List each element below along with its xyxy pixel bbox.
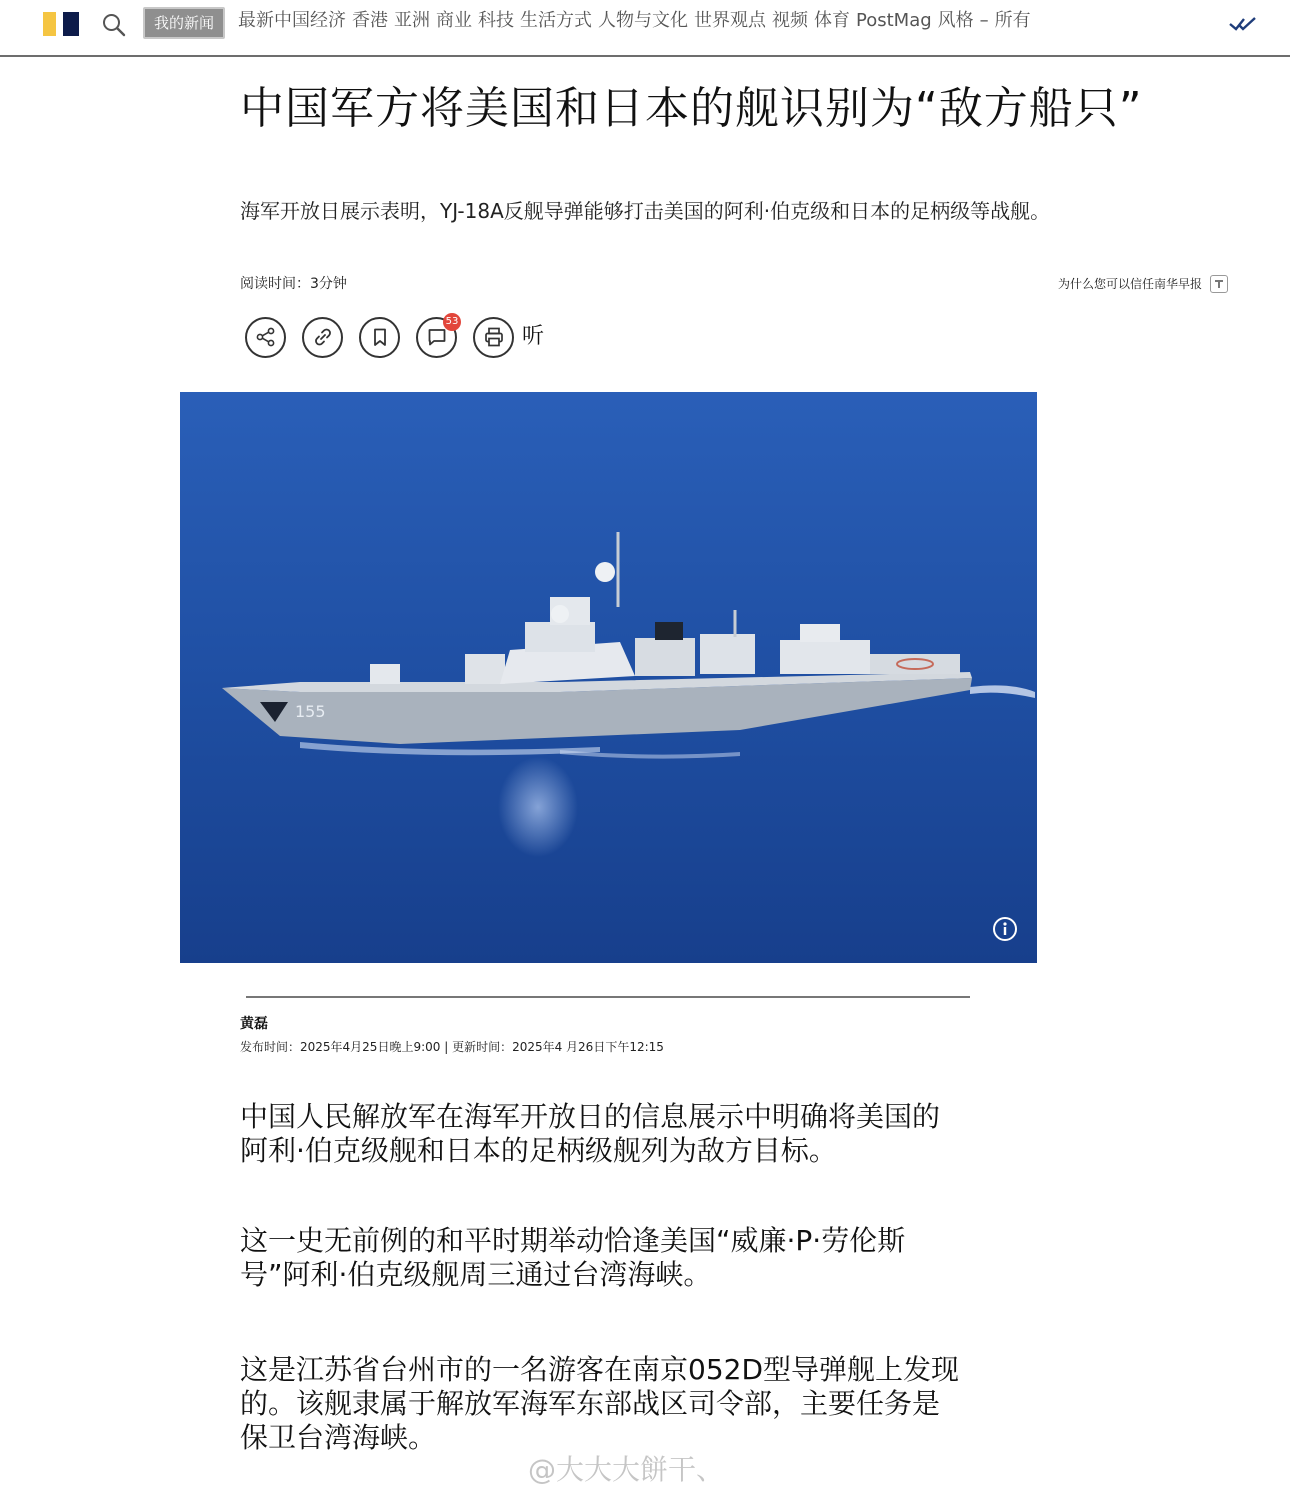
print-button[interactable] [473, 317, 514, 358]
my-news-button[interactable]: 我的新闻 [143, 7, 225, 39]
nav-link[interactable]: 世界观点 [694, 10, 766, 31]
byline-divider [246, 996, 970, 998]
scmp-logo[interactable] [43, 12, 79, 36]
nav-link-all[interactable]: 所有 [994, 10, 1031, 31]
article-headline: 中国军方将美国和日本的舰识别为“敌方船只” [240, 83, 1143, 134]
top-navigation [0, 0, 1290, 57]
author-name[interactable]: 黄磊 [240, 1016, 268, 1032]
info-icon[interactable] [992, 916, 1018, 942]
body-paragraph: 中国人民解放军在海军开放日的信息展示中明确将美国的阿利·伯克级舰和日本的足柄级舰列为敌方目标。 [240, 1100, 941, 1167]
listen-button[interactable]: 听 [522, 324, 545, 349]
nav-link[interactable]: 科技 [478, 10, 514, 31]
nav-link[interactable]: PostMag [856, 10, 932, 31]
search-icon[interactable] [101, 12, 127, 38]
bookmark-icon [369, 326, 391, 348]
nav-separator: – [979, 10, 989, 31]
share-icon [255, 326, 277, 348]
body-paragraph: 这一史无前例的和平时期举动恰逢美国“威廉·P·劳伦斯号”阿利·伯克级舰周三通过台湾海峡。 [240, 1224, 906, 1291]
article-photo-warship [180, 392, 1037, 963]
section-links [238, 8, 1031, 36]
checkmark-icon[interactable] [1228, 15, 1258, 31]
trust-link-label[interactable]: 为什么您可以信任南华早报 [1058, 277, 1203, 291]
printer-icon [483, 326, 505, 348]
read-time: 阅读时间：3分钟 [240, 276, 347, 292]
comments-button[interactable] [416, 317, 457, 358]
comment-icon [426, 326, 448, 348]
nav-link[interactable]: 生活方式 [520, 10, 592, 31]
trust-link[interactable] [1058, 274, 1228, 294]
nav-link[interactable]: 视频 [772, 10, 808, 31]
text-size-icon[interactable] [1210, 275, 1228, 293]
nav-link[interactable]: 亚洲 [394, 10, 430, 31]
hull-number: 155 [295, 702, 326, 721]
nav-link[interactable]: 最新中国经济 [238, 10, 346, 31]
nav-link[interactable]: 体育 [814, 10, 850, 31]
comment-count-badge: 53 [443, 313, 461, 331]
nav-link[interactable]: 风格 [937, 10, 974, 31]
article-actions [245, 316, 544, 358]
share-button[interactable] [245, 317, 286, 358]
weibo-watermark: @大大大餅干、 [528, 1453, 725, 1486]
bookmark-button[interactable] [359, 317, 400, 358]
nav-link[interactable]: 香港 [352, 10, 388, 31]
publish-dates: 发布时间：2025年4月25日晚上9:00 | 更新时间：2025年4 月26日下午12:15 [240, 1040, 664, 1054]
nav-link[interactable]: 人物与文化 [598, 10, 688, 31]
link-icon [312, 326, 334, 348]
nav-link[interactable]: 商业 [436, 10, 472, 31]
logo-navy-bar [63, 12, 79, 36]
article-subhead: 海军开放日展示表明，YJ-18A反舰导弹能够打击美国的阿利·伯克级和日本的足柄级等战舰。 [240, 199, 1051, 223]
copy-link-button[interactable] [302, 317, 343, 358]
logo-yellow-bar [43, 12, 56, 36]
body-paragraph: 这是江苏省台州市的一名游客在南京052D型导弹舰上发现的。该舰隶属于解放军海军东部战区司令部，主要任务是保卫台湾海峡。 [240, 1353, 960, 1454]
